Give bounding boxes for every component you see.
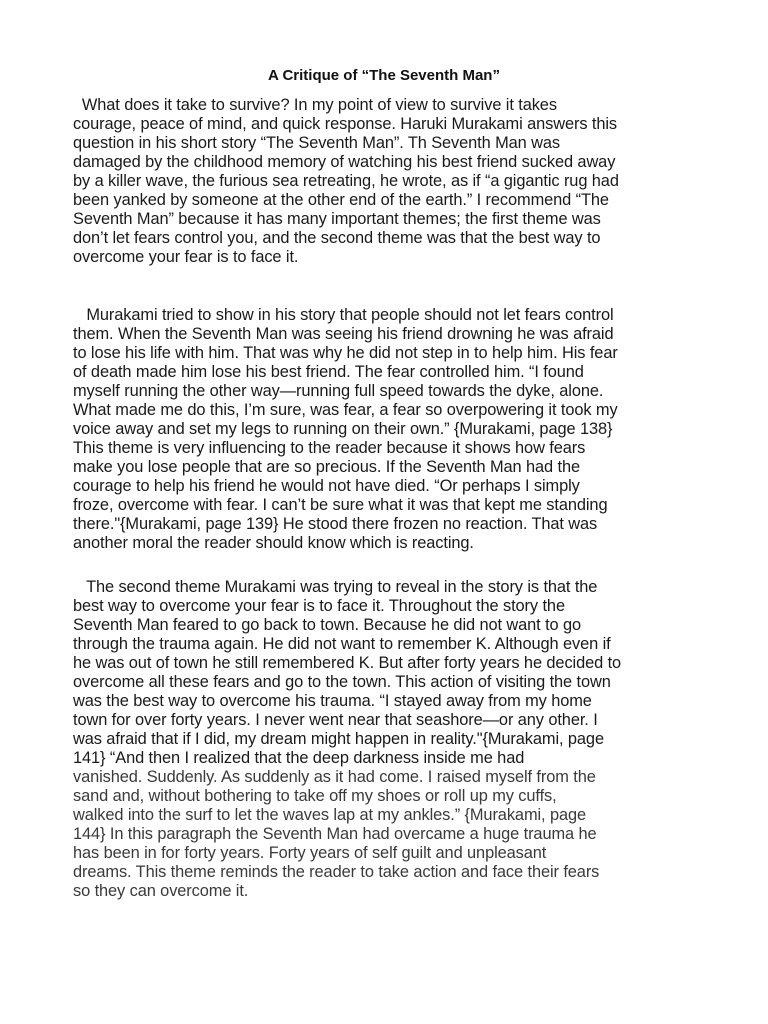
paragraph-line: vanished. Suddenly. As suddenly as it had come. I raised myself from the (73, 768, 596, 786)
paragraph-line: voice away and set my legs to running on their own.” {Murakami, page 138} (73, 420, 613, 438)
paragraph-line: question in his short story “The Seventh Man”. Th Seventh Man was (73, 134, 560, 152)
paragraph-line: was afraid that if I did, my dream might happen in reality."{Murakami, page (73, 730, 604, 748)
paragraph-line: This theme is very influencing to the reader because it shows how fears (73, 439, 586, 457)
paragraph-line: courage to help his friend he would not have died. “Or perhaps I simply (73, 477, 580, 495)
paragraph-line: town for over forty years. I never went near that seashore—or any other. I (73, 711, 598, 729)
paragraph-line: of death made him lose his best friend. The fear controlled him. “I found (73, 363, 584, 381)
document-title: A Critique of “The Seventh Man” (268, 67, 500, 84)
paragraph-line: overcome all these fears and go to the town. This action of visiting the town (73, 673, 611, 691)
paragraph-3 (73, 578, 713, 901)
paragraph-line: there."{Murakami, page 139} He stood there frozen no reaction. That was (73, 515, 598, 533)
paragraph-2 (73, 306, 713, 553)
paragraph-line: sand and, without bothering to take off my shoes or roll up my cuffs, (73, 787, 557, 805)
paragraph-line: so they can overcome it. (73, 882, 249, 900)
paragraph-line: to lose his life with him. That was why he did not step in to help him. His fear (73, 344, 618, 362)
paragraph-line: What made me do this, I’m sure, was fear, a fear so overpowering it took my (73, 401, 618, 419)
paragraph-line: Murakami tried to show in his story that people should not let fears control (73, 306, 614, 324)
paragraph-line: walked into the surf to let the waves lap at my ankles.” {Murakami, page (73, 806, 587, 824)
paragraph-line: What does it take to survive? In my point of view to survive it takes (73, 96, 557, 114)
paragraph-line: damaged by the childhood memory of watching his best friend sucked away (73, 153, 616, 171)
paragraph-line: them. When the Seventh Man was seeing his friend drowning he was afraid (73, 325, 614, 343)
paragraph-line: Seventh Man feared to go back to town. Because he did not want to go (73, 616, 582, 634)
paragraph-line: 141} “And then I realized that the deep darkness inside me had (73, 749, 525, 767)
paragraph-line: through the trauma again. He did not want to remember K. Although even if (73, 635, 611, 653)
paragraph-line: courage, peace of mind, and quick response. Haruki Murakami answers this (73, 115, 617, 133)
paragraph-line: froze, overcome with fear. I can’t be sure what it was that kept me standing (73, 496, 608, 514)
paragraph-line: best way to overcome your fear is to face it. Throughout the story the (73, 597, 565, 615)
paragraph-line: was the best way to overcome his trauma. “I stayed away from my home (73, 692, 592, 710)
paragraph-line: been yanked by someone at the other end of the earth.” I recommend “The (73, 191, 609, 209)
paragraph-line: make you lose people that are so precious. If the Seventh Man had the (73, 458, 580, 476)
paragraph-line: dreams. This theme reminds the reader to take action and face their fears (73, 863, 600, 881)
paragraph-line: overcome your fear is to face it. (73, 248, 299, 266)
paragraph-1 (73, 96, 713, 267)
paragraph-line: 144} In this paragraph the Seventh Man had overcame a huge trauma he (73, 825, 597, 843)
paragraph-line: don’t let fears control you, and the second theme was that the best way to (73, 229, 601, 247)
paragraph-line: The second theme Murakami was trying to reveal in the story is that the (73, 578, 598, 596)
paragraph-line: myself running the other way—running full speed towards the dyke, alone. (73, 382, 604, 400)
paragraph-line: he was out of town he still remembered K. But after forty years he decided to (73, 654, 622, 672)
paragraph-line: has been in for forty years. Forty years of self guilt and unpleasant (73, 844, 547, 862)
paragraph-line: by a killer wave, the furious sea retreating, he wrote, as if “a gigantic rug had (73, 172, 619, 190)
paragraph-line: another moral the reader should know which is reacting. (73, 534, 474, 552)
paragraph-line: Seventh Man” because it has many important themes; the first theme was (73, 210, 601, 228)
